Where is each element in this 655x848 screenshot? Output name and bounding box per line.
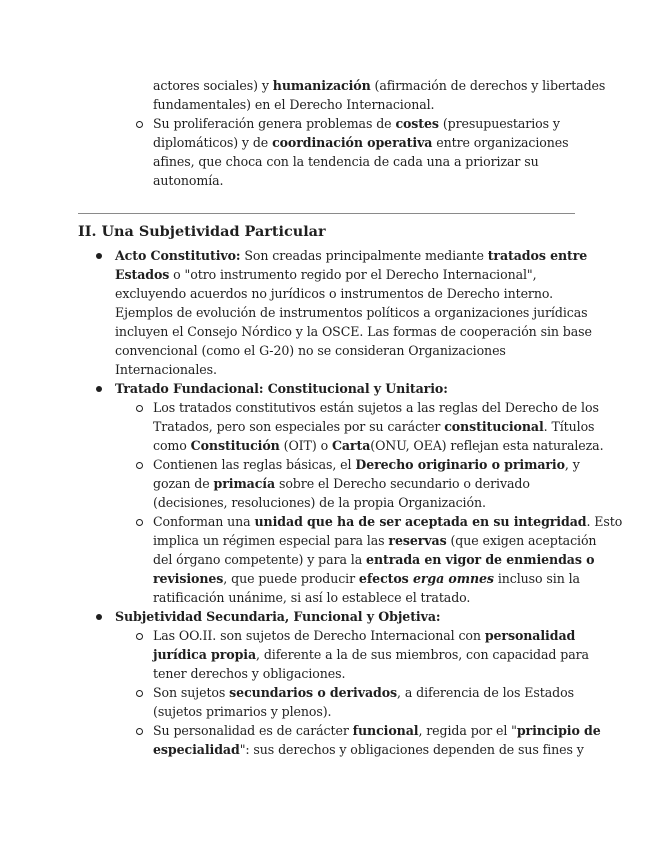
text-line: especialidad": sus derechos y obligaciones dependen de sus fines y (153, 742, 584, 757)
text-line: Tratados, pero son especiales por su carácter constitucional. Títulos (153, 419, 595, 434)
text-line: convencional (como el G-20) no se consideran Organizaciones (115, 343, 506, 358)
text-line: jurídica propia, diferente a la de sus miembros, con capacidad para (153, 647, 589, 662)
text-line: del órgano competente) y para la entrada en vigor de enmiendas o (153, 552, 595, 567)
text-line: tener derechos y obligaciones. (153, 666, 346, 681)
text-line: (decisiones, resoluciones) de la propia Organización. (153, 495, 486, 510)
text-line: gozan de primacía sobre el Derecho secundario o derivado (153, 476, 530, 491)
hollow-bullet-icon (136, 690, 143, 697)
text-line: Las OO.II. son sujetos de Derecho Internacional con personalidad (153, 628, 576, 643)
text-line: Su personalidad es de carácter funcional, regida por el "principio de (153, 723, 601, 738)
text-line: Los tratados constitutivos están sujetos a las reglas del Derecho de los (153, 400, 599, 415)
text-line: ratificación unánime, si así lo establece el tratado. (153, 590, 471, 605)
text-line: (sujetos primarios y plenos). (153, 704, 332, 719)
text-line: Contienen las reglas básicas, el Derecho originario o primario, y (153, 457, 580, 472)
text-line: fundamentales) en el Derecho Internacional. (153, 97, 435, 112)
text-line: como Constitución (OIT) o Carta(ONU, OEA) reflejan esta naturaleza. (153, 438, 604, 453)
text-line: Conforman una unidad que ha de ser aceptada en su integridad. Esto (153, 514, 623, 529)
text-line: Ejemplos de evolución de instrumentos políticos a organizaciones jurídicas (115, 305, 588, 320)
hollow-bullet-icon (136, 405, 143, 412)
text-line: implica un régimen especial para las reservas (que exigen aceptación (153, 533, 597, 548)
text-line: afines, que choca con la tendencia de cada una a priorizar su (153, 154, 539, 169)
text-line: diplomáticos) y de coordinación operativa entre organizaciones (153, 135, 569, 150)
hollow-bullet-icon (136, 728, 143, 735)
section-heading: II. Una Subjetividad Particular (78, 223, 326, 240)
bullet-icon (96, 253, 102, 259)
text-line: Acto Constitutivo: Son creadas principalmente mediante tratados entre (115, 248, 588, 263)
text-line: revisiones, que puede producir efectos erga omnes incluso sin la (153, 571, 580, 586)
hollow-bullet-icon (136, 121, 143, 128)
text-line: Tratado Fundacional: Constitucional y Unitario: (115, 381, 448, 396)
text-line: Su proliferación genera problemas de costes (presupuestarios y (153, 116, 560, 131)
hollow-bullet-icon (136, 462, 143, 469)
text-line: excluyendo acuerdos no jurídicos o instrumentos de Derecho interno. (115, 286, 554, 301)
text-line: Estados o "otro instrumento regido por el Derecho Internacional", (115, 267, 537, 282)
hollow-bullet-icon (136, 633, 143, 640)
bullet-icon (96, 614, 102, 620)
text-line: Subjetividad Secundaria, Funcional y Objetiva: (115, 609, 441, 624)
text-line: incluyen el Consejo Nórdico y la OSCE. Las formas de cooperación sin base (115, 324, 592, 339)
hollow-bullet-icon (136, 519, 143, 526)
text-line: actores sociales) y humanización (afirmación de derechos y libertades (153, 78, 606, 93)
horizontal-divider (78, 213, 575, 214)
text-line: autonomía. (153, 173, 224, 188)
bullet-icon (96, 386, 102, 392)
text-line: Internacionales. (115, 362, 217, 377)
text-line: Son sujetos secundarios o derivados, a diferencia de los Estados (153, 685, 574, 700)
